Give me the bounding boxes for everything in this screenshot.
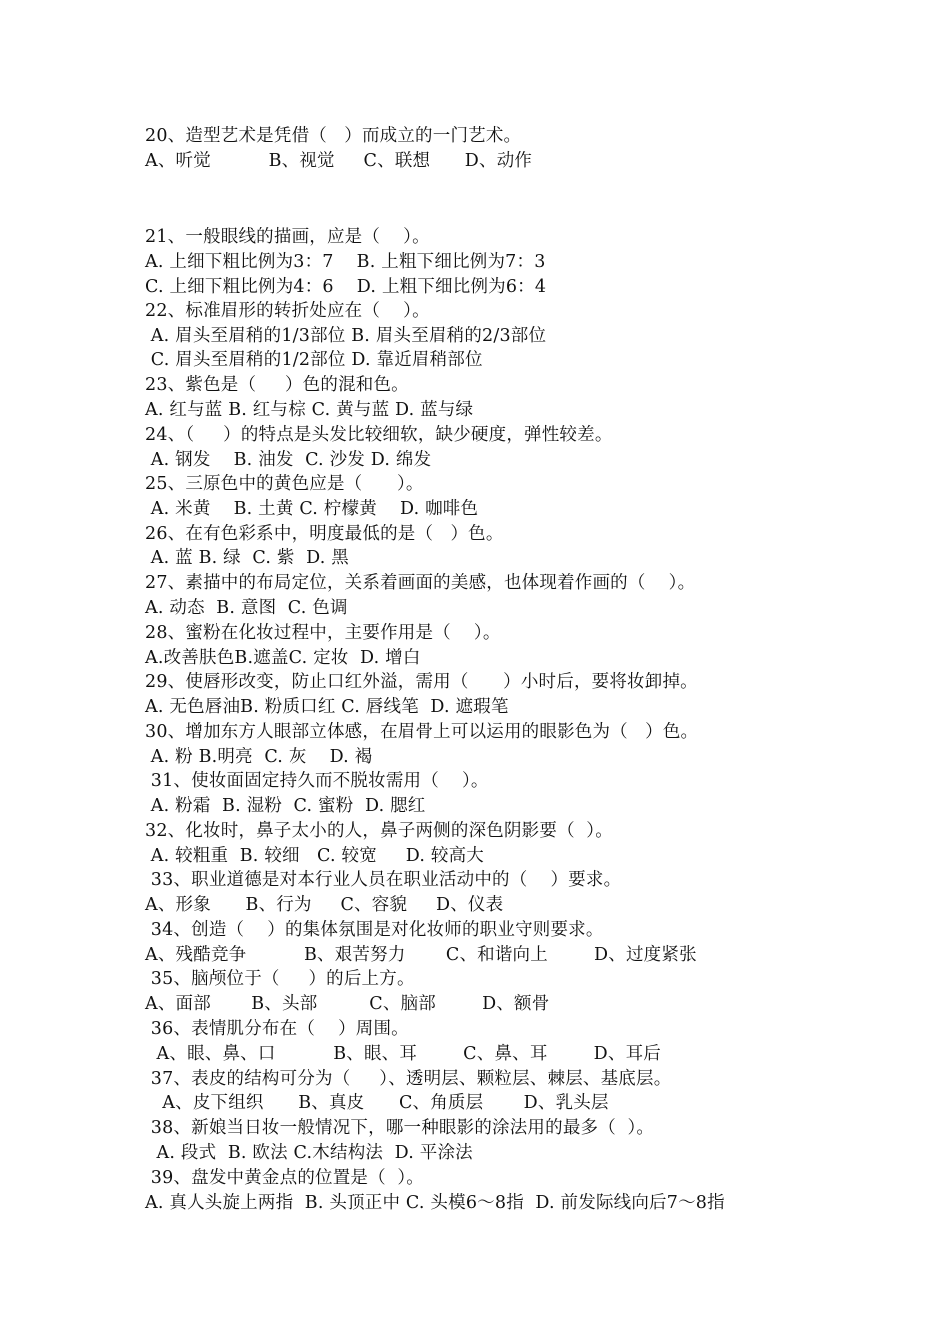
text-line: 36、表情肌分布在（ ）周围。 — [145, 1019, 409, 1039]
text-line: 31、使妆面固定持久而不脱妆需用（ ）。 — [145, 771, 489, 791]
text-line: A、听觉 B、视觉 C、联想 D、动作 — [145, 151, 533, 171]
text-line: 25、三原色中的黄色应是（ ）。 — [145, 474, 424, 494]
text-line: A. 段式 B. 欧法 C.木结构法 D. 平涂法 — [145, 1143, 473, 1163]
text-line: A.改善肤色B.遮盖C. 定妆 D. 增白 — [145, 648, 421, 668]
text-line: 30、增加东方人眼部立体感，在眉骨上可以运用的眼影色为（ ）色。 — [145, 722, 699, 742]
text-line: 28、蜜粉在化妆过程中，主要作用是（ ）。 — [145, 623, 501, 643]
text-line: 37、表皮的结构可分为（ ）、透明层、颗粒层、棘层、基底层。 — [145, 1069, 672, 1089]
text-line: 33、职业道德是对本行业人员在职业活动中的（ ）要求。 — [145, 870, 622, 890]
text-line: 35、脑颅位于（ ）的后上方。 — [145, 969, 415, 989]
text-line: 39、盘发中黄金点的位置是（ ）。 — [145, 1168, 425, 1188]
text-line: A、形象 B、行为 C、容貌 D、仪表 — [145, 895, 504, 915]
text-line: A、皮下组织 B、真皮 C、角质层 D、乳头层 — [145, 1093, 609, 1113]
text-line: 29、使唇形改变，防止口红外溢，需用（ ）小时后，要将妆卸掉。 — [145, 672, 698, 692]
text-line: 34、创造（ ）的集体氛围是对化妆师的职业守则要求。 — [145, 920, 604, 940]
text-line: C. 上细下粗比例为4：6 D. 上粗下细比例为6：4 — [145, 277, 547, 297]
text-line: 26、在有色彩系中，明度最低的是（ ）色。 — [145, 524, 504, 544]
text-line: 27、素描中的布局定位，关系着画面的美感，也体现着作画的（ ）。 — [145, 573, 696, 593]
text-line: 23、紫色是（ ）色的混和色。 — [145, 375, 409, 395]
text-line: C. 眉头至眉稍的1/2部位 D. 靠近眉稍部位 — [145, 350, 483, 370]
text-line: A. 米黄 B. 土黄 C. 柠檬黄 D. 咖啡色 — [145, 499, 479, 519]
text-line: 22、标准眉形的转折处应在（ ）。 — [145, 301, 430, 321]
text-line: 21、一般眼线的描画，应是（ ）。 — [145, 227, 430, 247]
text-line: A. 上细下粗比例为3：7 B. 上粗下细比例为7：3 — [145, 252, 546, 272]
text-line: A、残酷竞争 B、艰苦努力 C、和谐向上 D、过度紧张 — [145, 945, 697, 965]
text-line: A. 较粗重 B. 较细 C. 较宽 D. 较高大 — [145, 846, 484, 866]
text-line: 38、新娘当日妆一般情况下，哪一种眼影的涂法用的最多（ ）。 — [145, 1118, 655, 1138]
text-line: 24、（ ）的特点是头发比较细软，缺少硬度，弹性较差。 — [145, 425, 613, 445]
text-line: A. 蓝 B. 绿 C. 紫 D. 黑 — [145, 548, 349, 568]
text-line: A. 红与蓝 B. 红与棕 C. 黄与蓝 D. 蓝与绿 — [145, 400, 474, 420]
text-line: A. 粉 B.明亮 C. 灰 D. 褐 — [145, 747, 373, 767]
text-line: A. 粉霜 B. 湿粉 C. 蜜粉 D. 腮红 — [145, 796, 426, 816]
text-line: 32、化妆时，鼻子太小的人，鼻子两侧的深色阴影要（ ）。 — [145, 821, 613, 841]
text-line: A. 真人头旋上两指 B. 头顶正中 C. 头模6～8指 D. 前发际线向后7～8指 — [145, 1193, 725, 1213]
text-line: A、眼、鼻、口 B、眼、耳 C、鼻、耳 D、耳后 — [145, 1044, 661, 1064]
text-line: A. 动态 B. 意图 C. 色调 — [145, 598, 348, 618]
text-line: A. 无色唇油B. 粉质口红 C. 唇线笔 D. 遮瑕笔 — [145, 697, 509, 717]
text-line: A. 眉头至眉稍的1/3部位 B. 眉头至眉稍的2/3部位 — [145, 326, 547, 346]
text-line: A. 钢发 B. 油发 C. 沙发 D. 绵发 — [145, 450, 432, 470]
text-line: A、面部 B、头部 C、脑部 D、额骨 — [145, 994, 550, 1014]
text-line: 20、造型艺术是凭借（ ）而成立的一门艺术。 — [145, 126, 522, 146]
